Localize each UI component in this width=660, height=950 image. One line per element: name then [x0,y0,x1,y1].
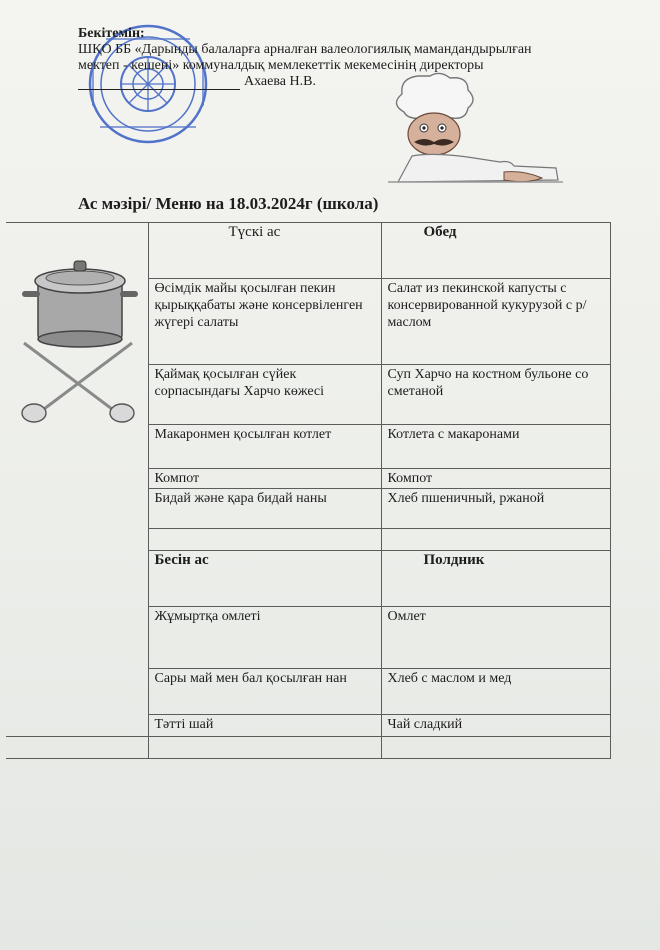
dish-ru: Омлет [381,607,610,669]
snack-header-kz: Бесін ас [148,551,381,607]
director-name: Ахаева Н.В. [244,74,316,89]
dish-ru: Хлеб с маслом и мед [381,669,610,715]
dish-kz: Сары май мен бал қосылған нан [148,669,381,715]
snack-header-ru: Полдник [381,551,610,607]
dish-ru: Чай сладкий [381,715,610,737]
dish-kz: Тәтті шай [148,715,381,737]
dish-kz: Өсімдік майы қосылған пекин қырыққабаты және консервіленген жүгері салаты [148,279,381,365]
chef-illustration [378,70,568,190]
lunch-header-ru: Обед [381,223,610,279]
dish-ru: Котлета с макаронами [381,425,610,469]
dish-kz: Бидай және қара бидай наны [148,489,381,529]
dish-ru: Салат из пекинской капусты с консервированной кукурузой с р/маслом [381,279,610,365]
dish-ru: Суп Харчо на костном бульоне со сметаной [381,365,610,425]
dish-ru: Компот [381,469,610,489]
school-name-line-1: ШҚО ББ «Дарынды балаларға арналған валеологиялық мамандандырылған [78,42,532,57]
dish-kz: Қаймақ қосылған сүйек сорпасындағы Харчо көжесі [148,365,381,425]
menu-table [6,222,611,759]
school-name-line-2: мектеп - кешені» коммуналдық мемлекеттік мекемесінің директоры [78,58,484,73]
approval-label: Бекітемін: [78,26,145,41]
lunch-header-row [6,223,610,279]
pot-and-ladles-icon [16,245,140,431]
illustration-cell [6,223,148,737]
dish-kz: Жұмыртқа омлеті [148,607,381,669]
lunch-header-kz: Түскі ас [148,223,381,279]
signature-blank [78,89,240,90]
dish-kz: Компот [148,469,381,489]
menu-title: Ас мәзірі/ Меню на 18.03.2024г (школа) [78,194,379,213]
empty-row [6,737,610,759]
dish-kz: Макаронмен қосылған котлет [148,425,381,469]
dish-ru: Хлеб пшеничный, ржаной [381,489,610,529]
